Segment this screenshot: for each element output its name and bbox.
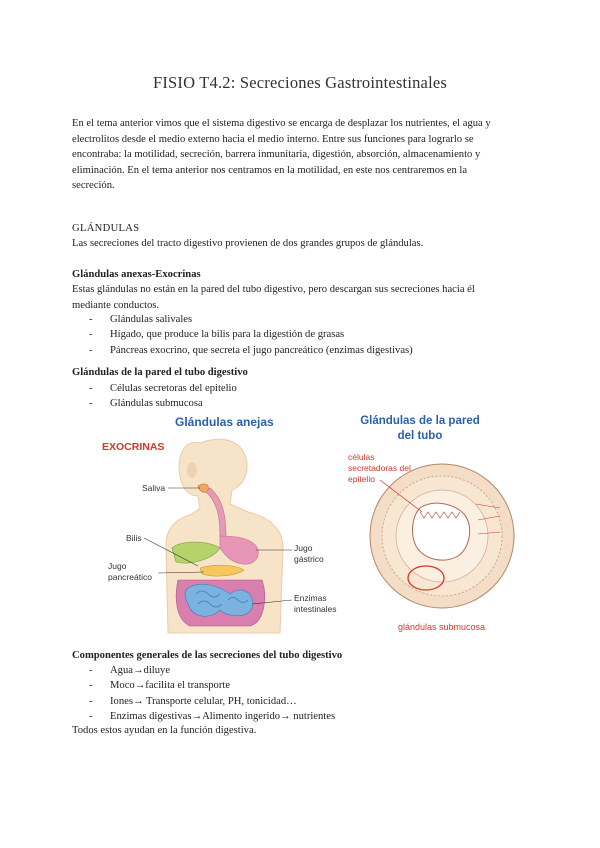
celulas-label-3: epitelio: [348, 474, 375, 484]
bilis-label: Bilis: [126, 533, 142, 543]
anexas-list: [72, 312, 413, 358]
ear-shape: [187, 462, 197, 478]
saliva-label: Saliva: [142, 483, 166, 493]
pared-heading: Glándulas de la pared el tubo digestivo: [72, 367, 248, 378]
anexas-text: [72, 282, 532, 313]
intro-line: electrolitos desde el medio externo hacia el medio interno. Entre sus funciones para lograrlo se: [72, 133, 474, 145]
pared-list: [72, 381, 237, 412]
componentes-footer: Todos estos ayudan en la función digestiva.: [72, 725, 257, 736]
list-item: - Glándulas submucosa: [72, 396, 237, 411]
anexas-heading: Glándulas anexas-Exocrinas: [72, 269, 201, 280]
celulas-label-1: células: [348, 452, 375, 462]
jugo-pancreatico-label-1: Jugo: [108, 561, 127, 571]
intro-paragraph: [72, 116, 532, 194]
enzimas-label-2: intestinales: [294, 604, 337, 614]
list-item: - Enzimas digestivas→Alimento ingerido→ nutrientes: [72, 709, 335, 724]
componentes-heading: Componentes generales de las secreciones del tubo digestivo: [72, 650, 343, 661]
section-heading-glandulas: GLÁNDULAS: [72, 223, 140, 234]
glandulas-text: Las secreciones del tracto digestivo provienen de dos grandes grupos de glándulas.: [72, 238, 424, 249]
anexas-text-line: Estas glándulas no están en la pared del tubo digestivo, pero descargan sus secreciones hacia él: [72, 284, 475, 295]
anejas-illustration: [102, 415, 337, 633]
figure-right-title-1: Glándulas de la pared: [360, 415, 480, 427]
list-item: - Moco→facilita el transporte: [72, 678, 335, 693]
jugo-pancreatico-label-2: pancreático: [108, 572, 152, 582]
page-title: FISIO T4.2: Secreciones Gastrointestinales: [152, 73, 448, 92]
list-item: - Hígado, que produce la bilis para la digestión de grasas: [72, 327, 413, 342]
intro-line: eliminación. En el tema anterior nos centramos en la motilidad, en este nos centraremos en la: [72, 164, 468, 176]
jugo-gastrico-label-1: Jugo: [294, 543, 313, 553]
intro-line: secreción.: [72, 180, 115, 192]
figure-right-title-2: del tubo: [397, 430, 443, 442]
enzimas-label-1: Enzimas: [294, 593, 327, 603]
intro-line: En el tema anterior vimos que el sistema digestivo se encarga de desplazar los nutrientes, el agua y: [72, 118, 491, 129]
jugo-gastrico-label-2: gástrico: [294, 554, 324, 564]
glands-figure: [80, 408, 520, 638]
list-item: - Iones→ Transporte celular, PH, tonicidad…: [72, 694, 335, 709]
list-item: - Glándulas salivales: [72, 312, 413, 327]
intro-line: encontraba: la motilidad, secreción, barrera inmunitaria, digestión, absorción, almacenamiento y: [72, 149, 481, 161]
anexas-text-line: mediante conductos.: [72, 299, 160, 311]
pared-illustration: [348, 415, 514, 632]
figure-left-title: Glándulas anejas: [175, 415, 274, 429]
celulas-label-2: secretadoras del: [348, 463, 411, 473]
figure-exocrinas-label: EXOCRINAS: [102, 441, 165, 453]
componentes-list: [72, 663, 335, 724]
submucosa-label: glándulas submucosa: [398, 622, 486, 632]
list-item: - Páncreas exocrino, que secreta el jugo pancreático (enzimas digestivas): [72, 343, 413, 358]
list-item: - Agua→diluye: [72, 663, 335, 678]
list-item: - Células secretoras del epitelio: [72, 381, 237, 396]
